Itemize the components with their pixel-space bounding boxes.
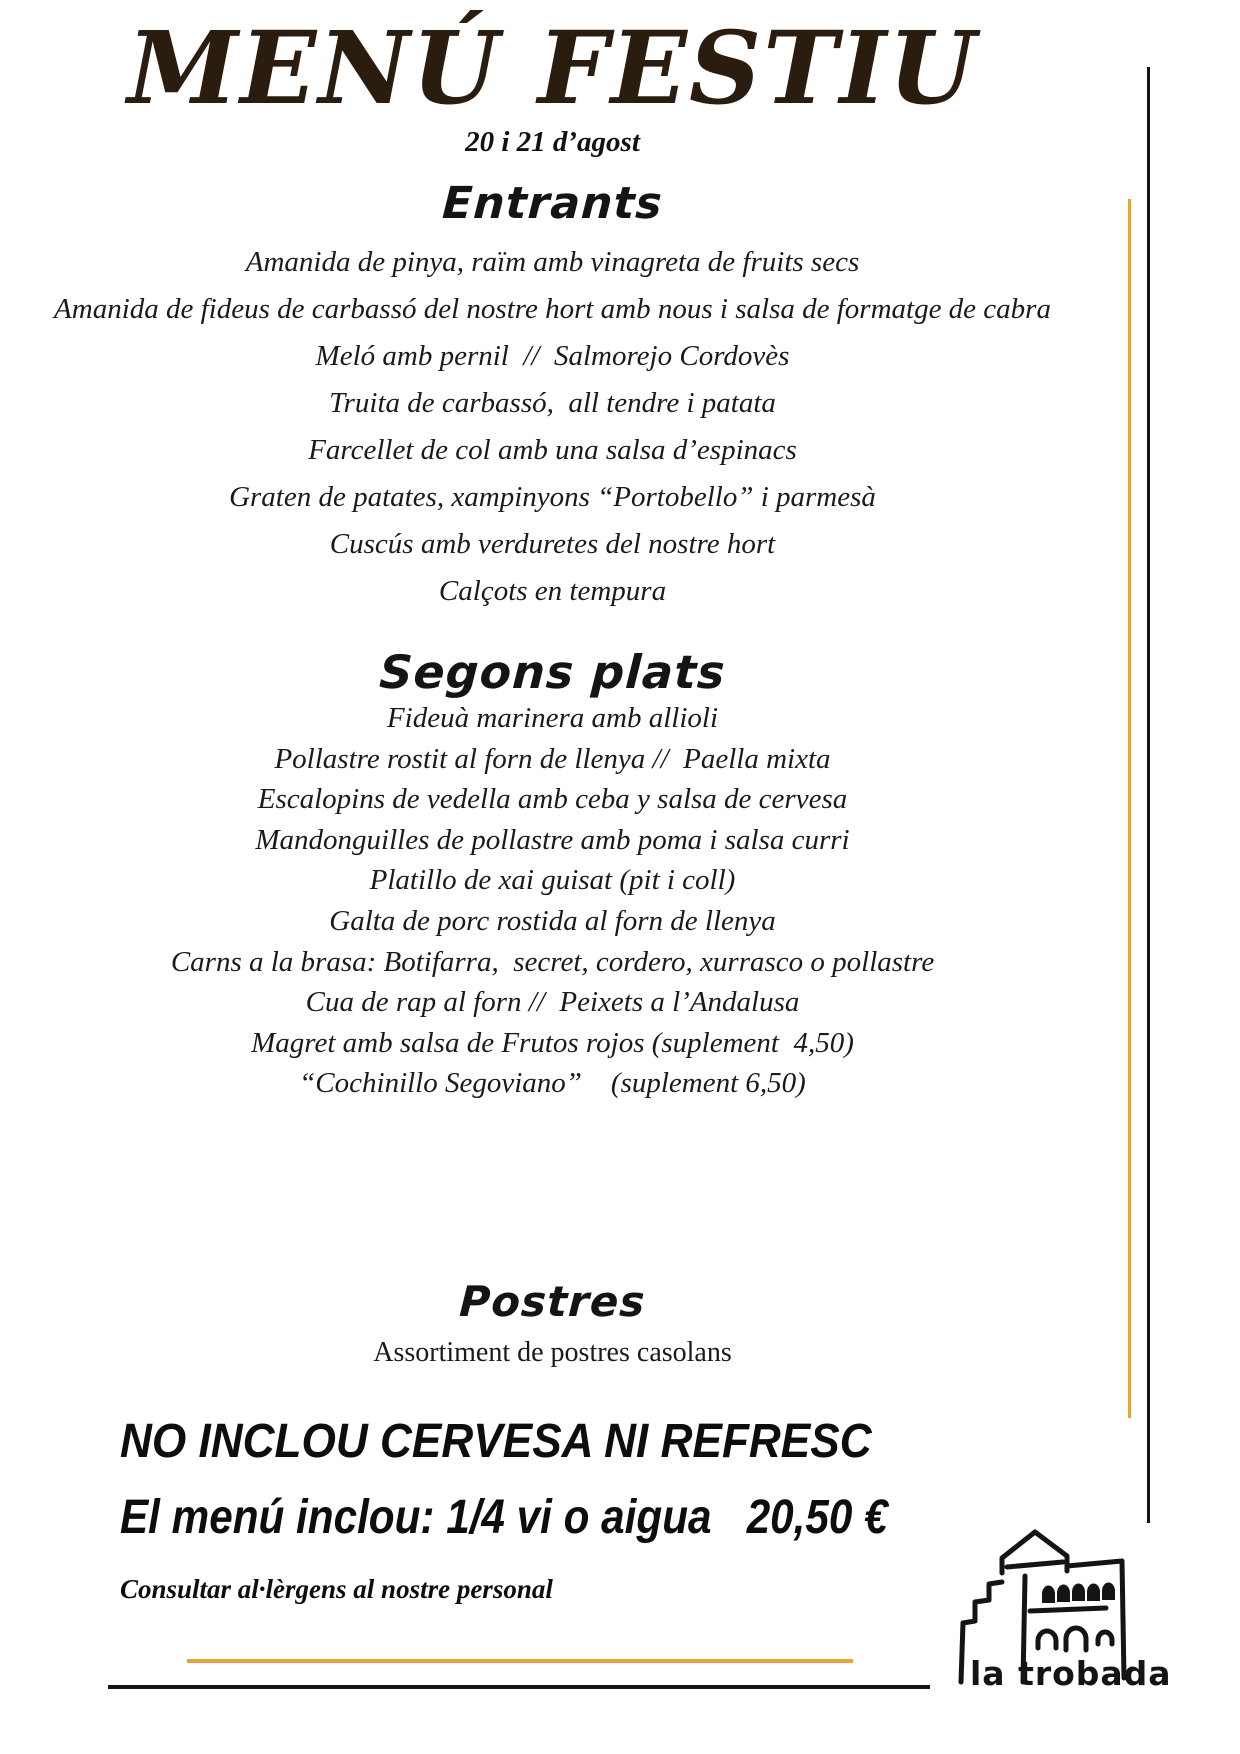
menu-item: Calçots en tempura (438, 575, 667, 607)
menu-item: Graten de patates, xampinyons “Portobello” i parmesà (229, 481, 876, 513)
menu-item: Fideuà marinera amb allioli (386, 702, 719, 734)
menu-item: Pollastre rostit al forn de llenya // Paella mixta (274, 742, 831, 775)
menu-item: Platillo de xai guisat (pit i coll) (369, 864, 736, 897)
orange-horizontal-rule (187, 1659, 853, 1663)
menu-item: Escalopins de vedella amb ceba y salsa de cervesa (257, 783, 848, 816)
logo-wordmark: la trobada (970, 1654, 1172, 1693)
section-list-segons-plats (30, 698, 1075, 1104)
black-vertical-rule (1147, 67, 1150, 1523)
no-drinks-notice: NO INCLOU CERVESA NI REFRESC (120, 1415, 872, 1468)
menu-item: Mandonguilles de pollastre amb poma i salsa curri (255, 823, 850, 856)
menu-item: Amanida de pinya, raïm amb vinagreta de fruits secs (245, 246, 860, 278)
black-horizontal-rule (108, 1685, 930, 1689)
section-heading-entrants: Entrants (441, 178, 665, 229)
allergens-notice: Consultar al·lèrgens al nostre personal (120, 1574, 553, 1604)
menu-item: Cuscús amb verduretes del nostre hort (329, 528, 776, 560)
menu-item: Amanida de fideus de carbassó del nostre hort amb nous i salsa de formatge de cabra (54, 293, 1051, 325)
menu-item: “Cochinillo Segoviano” (suplement 6,50) (299, 1067, 806, 1100)
page-title: MENÚ FESTIU (127, 9, 978, 127)
menu-item: Truita de carbassó, all tendre i patata (329, 387, 776, 419)
menu-item: Farcellet de col amb una salsa d’espinacs (308, 434, 797, 466)
restaurant-logo (958, 1526, 1172, 1698)
section-list-entrants (30, 239, 1075, 615)
menu-item: Galta de porc rostida al forn de llenya (329, 904, 776, 937)
section-heading-postres: Postres (458, 1277, 647, 1326)
menu-includes-price-line: El menú inclou: 1/4 vi o aigua 20,50 € (120, 1491, 888, 1544)
menu-item: Cua de rap al forn // Peixets a l’Andalusa (305, 986, 800, 1019)
menu-item: Magret amb salsa de Frutos rojos (suplement 4,50) (251, 1026, 854, 1059)
menu-item: Assortiment de postres casolans (373, 1337, 732, 1368)
section-list-postres (30, 1336, 1075, 1370)
page-subtitle: 20 i 21 d’agost (465, 126, 640, 158)
section-heading-segons-plats: Segons plats (378, 645, 727, 699)
orange-vertical-rule (1128, 199, 1131, 1418)
menu-item: Meló amb pernil // Salmorejo Cordovès (315, 340, 790, 372)
menu-item: Carns a la brasa: Botifarra, secret, cordero, xurrasco o pollastre (170, 945, 935, 978)
